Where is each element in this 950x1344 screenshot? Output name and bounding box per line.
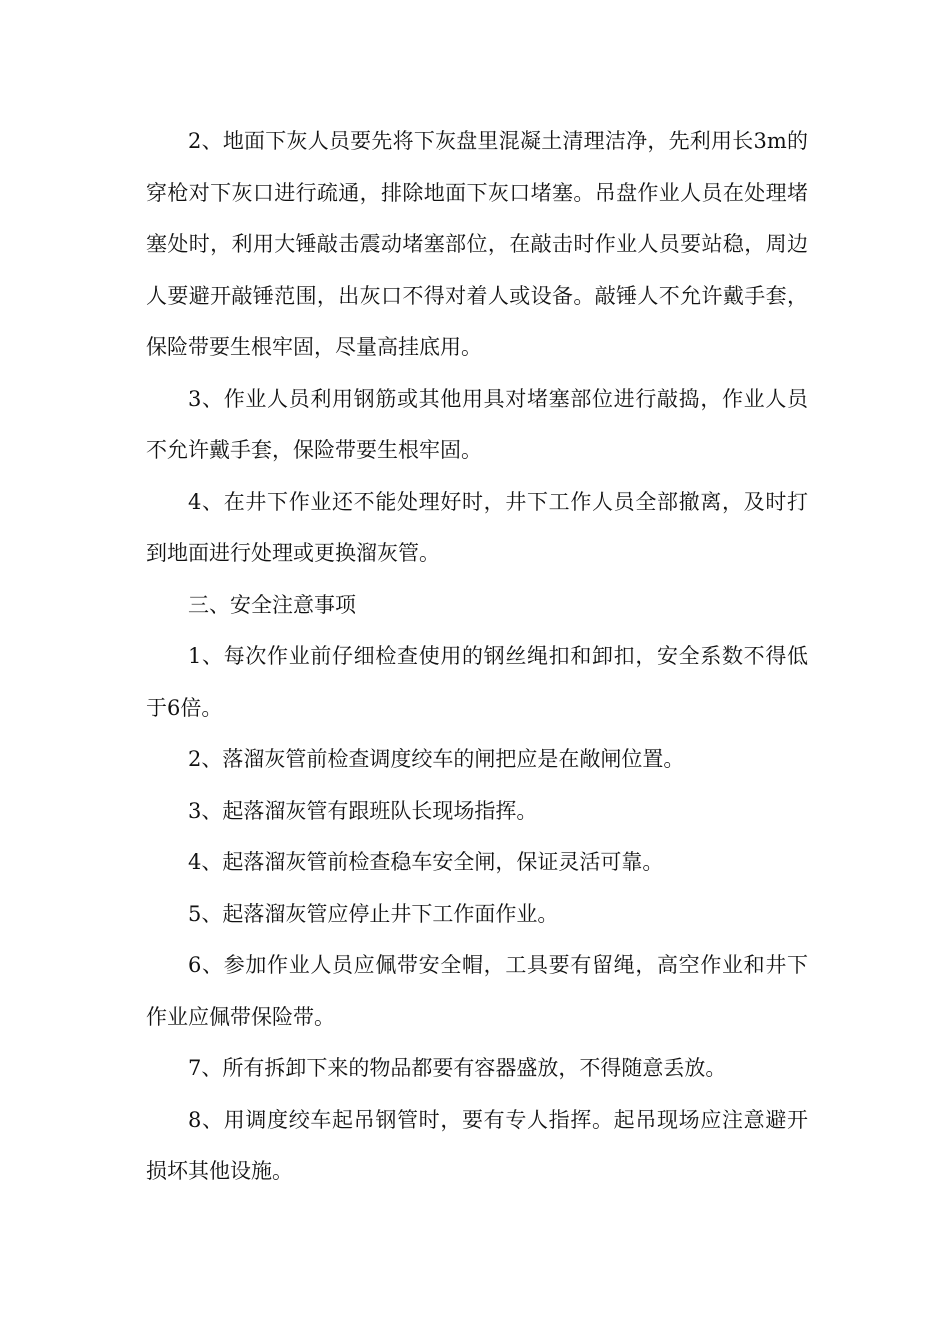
document-body [146, 116, 808, 1198]
paragraph-2-ground-cleanup: 2、地面下灰人员要先将下灰盘里混凝土清理洁净，先利用长3m的穿枪对下灰口进行疏通，排除地面下灰口堵塞。吊盘作业人员在处理堵塞处时，利用大锤敲击震动堵塞部位，在敲击时作业人员要站稳，周边人要避开敲锤范围，出灰口不得对着人或设备。敲锤人不允许戴手套，保险带要生根牢固，尽量高挂底用。 [146, 129, 808, 359]
safety-item-4: 4、起落溜灰管前检查稳车安全闸，保证灵活可靠。 [188, 850, 664, 874]
safety-item-1: 1、每次作业前仔细检查使用的钢丝绳扣和卸扣，安全系数不得低于6倍。 [146, 644, 808, 720]
paragraph-4-evacuate: 4、在井下作业还不能处理好时，井下工作人员全部撤离，及时打到地面进行处理或更换溜灰管。 [146, 489, 808, 565]
safety-item-2: 2、落溜灰管前检查调度绞车的闸把应是在敞闸位置。 [188, 747, 685, 771]
paragraph-3-rebar-poking: 3、作业人员利用钢筋或其他用具对堵塞部位进行敲捣，作业人员不允许戴手套，保险带要生根牢固。 [146, 386, 808, 462]
safety-item-8: 8、用调度绞车起吊钢管时，要有专人指挥。起吊现场应注意避开损坏其他设施。 [146, 1107, 808, 1183]
safety-item-3: 3、起落溜灰管有跟班队长现场指挥。 [188, 798, 538, 823]
safety-item-7: 7、所有拆卸下来的物品都要有容器盛放，不得随意丢放。 [188, 1056, 727, 1080]
section-heading-safety-notes: 三、安全注意事项 [188, 592, 356, 617]
safety-item-6: 6、参加作业人员应佩带安全帽，工具要有留绳，高空作业和井下作业应佩带保险带。 [146, 953, 808, 1029]
safety-item-5: 5、起落溜灰管应停止井下工作面作业。 [188, 901, 559, 926]
